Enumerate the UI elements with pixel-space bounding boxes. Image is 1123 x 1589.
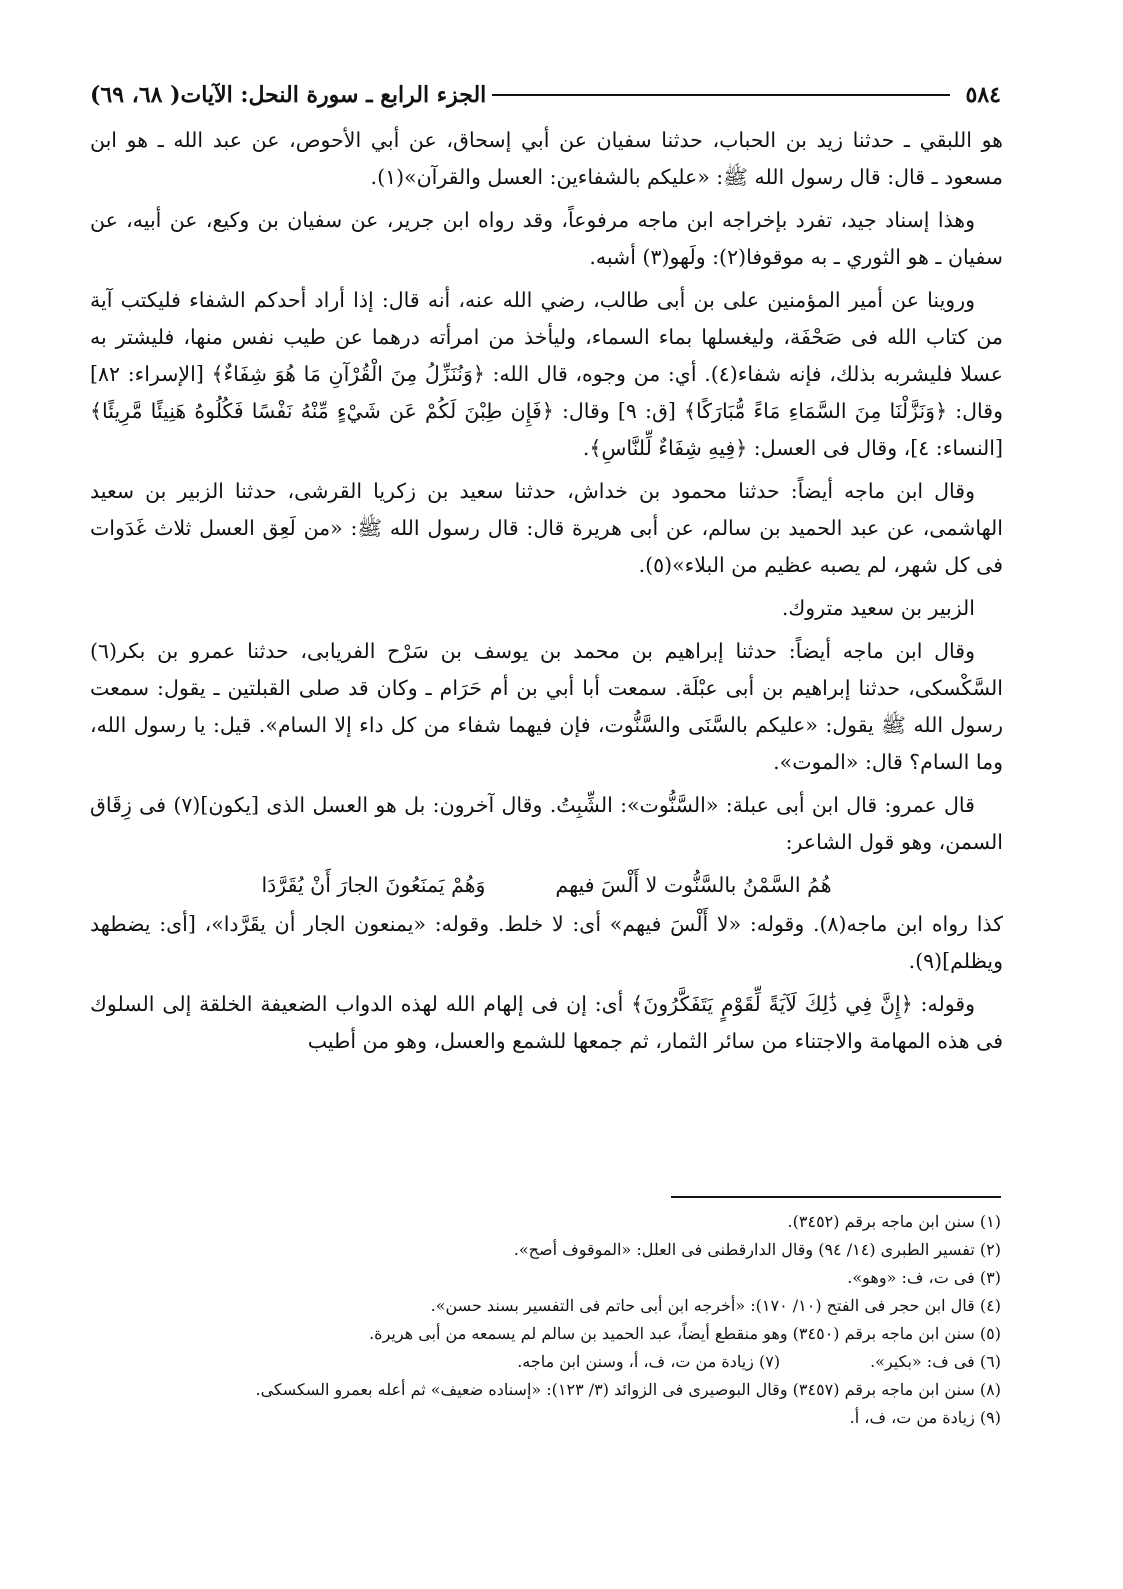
poetry-verse xyxy=(90,867,1003,904)
footnote-separator xyxy=(671,1196,1001,1198)
paragraph: وروينا عن أمير المؤمنين على بن أبى طالب، رضي الله عنه، أنه قال: إذا أراد أحدكم الشفاء فليكتب آية من كتاب الله فى صَحْفَة، وليغسلها بماء السماء، وليأخذ من امرأته درهما عن طيب نفس منها، فليشتر به عسلا فليشربه بذلك، فإنه شفاء(٤). أي: من وجوه، قال الله: ﴿وَنُنَزِّلُ مِنَ الْقُرْآنِ مَا هُوَ شِفَاءٌ﴾ [الإسراء: ٨٢] وقال: ﴿وَنَزَّلْنَا مِنَ السَّمَاءِ مَاءً مُّبَارَكًا﴾ [ق: ٩] وقال: ﴿فَإِن طِبْنَ لَكُمْ عَن شَيْءٍ مِّنْهُ نَفْسًا فَكُلُوهُ هَنِيئًا مَّرِيئًا﴾ [النساء: ٤]، وقال فى العسل: ﴿فِيهِ شِفَاءٌ لِّلنَّاسِ﴾. xyxy=(90,288,1004,460)
verse-first-hemistich: هُمُ السَّمْنُ بالسَّنُّوت لا أَلْسَ فيهم xyxy=(555,873,832,897)
verse-second-hemistich: وَهُمْ يَمنَعُونَ الجارَ أَنْ يُقَرَّدَا xyxy=(261,873,486,897)
header-title: الجزء الرابع ـ سورة النحل: الآيات( ٦٨، ٦٩) xyxy=(90,82,487,108)
paragraph: الزبير بن سعيد متروك. xyxy=(781,596,975,620)
paragraph: وقال ابن ماجه أيضاً: حدثنا إبراهيم بن محمد بن يوسف بن سَرْح الفريابى، حدثنا عمرو بن بكر(٦) السَّكْسكى، حدثنا إبراهيم بن أبى عبْلَة. سمعت أبا أبي بن أم حَرَام ـ وكان قد صلى القبلتين ـ يقول: سمعت رسول الله ﷺ يقول: «عليكم بالسَّنَى والسَّنُّوت، فإن فيهما شفاء من كل داء إلا السام». قيل: يا رسول الله، وما السام؟ قال: «الموت». xyxy=(90,639,1003,774)
footnote: (٤) قال ابن حجر فى الفتح (١٠/ ١٧٠): «أخرجه ابن أبى حاتم فى التفسير بسند حسن». xyxy=(430,1296,1001,1315)
paragraph: كذا رواه ابن ماجه(٨). وقوله: «لا أَلْسَ فيهم» أى: لا خلط. وقوله: «يمنعون الجار أن يقَرَّدا»، [أى: يضطهد ويظلم](٩). xyxy=(90,912,1003,973)
running-header xyxy=(90,78,1001,112)
header-rule xyxy=(492,94,949,96)
paragraph: قال عمرو: قال ابن أبى عبلة: «السَّنُّوت»: الشِّبِتُ. وقال آخرون: بل هو العسل الذى [يكون](٧) فى زِقَاق السمن، وهو قول الشاعر: xyxy=(90,793,1003,854)
footnote-pair xyxy=(90,1348,1001,1376)
main-text xyxy=(90,122,1003,1066)
footnotes xyxy=(90,1208,1001,1432)
footnote: (٣) فى ت، ف: «وهو». xyxy=(847,1268,1001,1287)
paragraph: وهذا إسناد جيد، تفرد بإخراجه ابن ماجه مرفوعاً، وقد رواه ابن جرير، عن سفيان بن وكيع، عن أبيه، عن سفيان ـ هو الثوري ـ به موقوفا(٢): ولَهو(٣) أشبه. xyxy=(90,208,1003,269)
footnote: (١) سنن ابن ماجه برقم (٣٤٥٢). xyxy=(787,1212,1001,1231)
footnote: (٧) زيادة من ت، ف، أ، وسنن ابن ماجه. xyxy=(517,1352,781,1371)
footnote: (٢) تفسير الطبرى (١٤/ ٩٤) وقال الدارقطنى فى العلل: «الموقوف أصح». xyxy=(513,1240,1001,1259)
footnote: (٨) سنن ابن ماجه برقم (٣٤٥٧) وقال البوصيرى فى الزوائد (٣/ ١٢٣): «إسناده ضعيف» ثم أعله بعمرو السكسكى. xyxy=(255,1380,1001,1399)
paragraph: وقوله: ﴿إِنَّ فِي ذَٰلِكَ لَآيَةً لِّقَوْمٍ يَتَفَكَّرُونَ﴾ أى: إن فى إلهام الله لهذه الدواب الضعيفة الخلقة إلى السلوك فى هذه المهامة والاجتناء من سائر الثمار، ثم جمعها للشمع والعسل، وهو من أطيب xyxy=(90,992,1003,1053)
footnote: (٥) سنن ابن ماجه برقم (٣٤٥٠) وهو منقطع أيضاً، عبد الحميد بن سالم لم يسمعه من أبى هريرة. xyxy=(369,1324,1001,1343)
paragraph: هو اللبقي ـ حدثنا زيد بن الحباب، حدثنا سفيان عن أبي إسحاق، عن أبي الأحوص، عن عبد الله ـ هو ابن مسعود ـ قال: قال رسول الله ﷺ: «عليكم بالشفاءين: العسل والقرآن»(١). xyxy=(90,128,1003,189)
page-number: ٥٨٤ xyxy=(965,82,1001,108)
paragraph: وقال ابن ماجه أيضاً: حدثنا محمود بن خداش، حدثنا سعيد بن زكريا القرشى، حدثنا الزبير بن سعيد الهاشمى، عن عبد الحميد بن سالم، عن أبى هريرة قال: قال رسول الله ﷺ: «من لَعِق العسل ثلاث غَدَوات فى كل شهر، لم يصبه عظيم من البلاء»(٥). xyxy=(90,479,1003,577)
footnote: (٩) زيادة من ت، ف، أ. xyxy=(849,1408,1001,1427)
footnote: (٦) فى ف: «بكير». xyxy=(870,1352,1001,1371)
